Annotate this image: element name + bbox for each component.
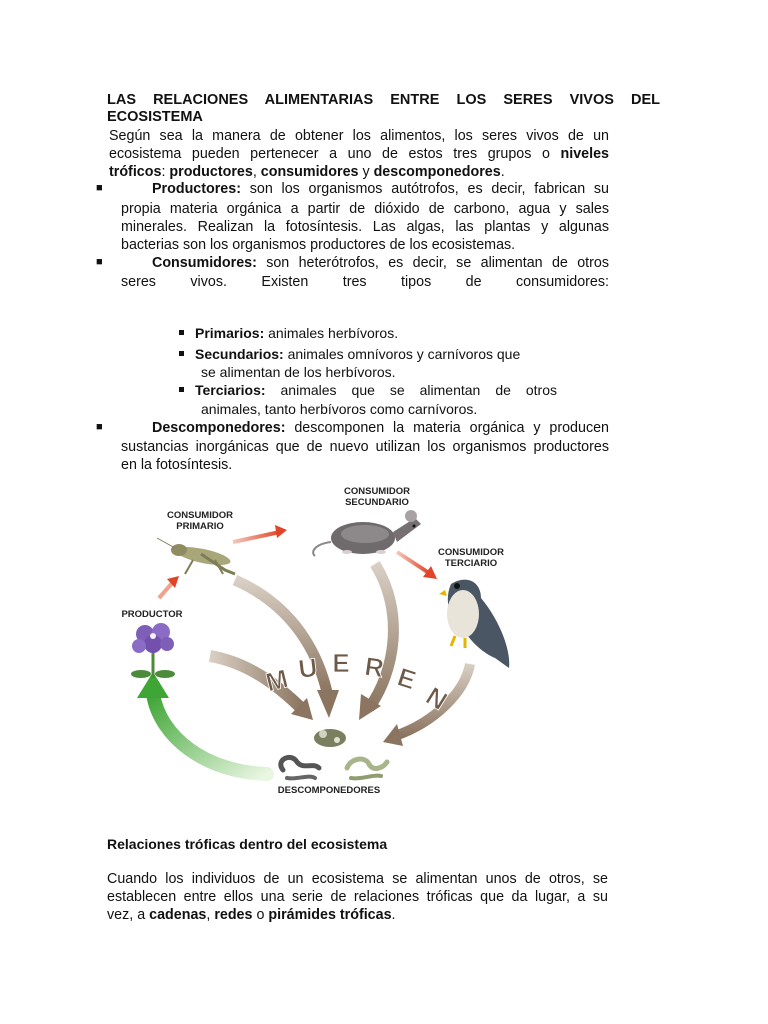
square-bullet-icon <box>179 387 184 392</box>
subtype-terciarios: Terciarios: animales que se alimentan de otros <box>179 381 557 400</box>
section2-line-2: establecen entre ellos una serie de relaciones tróficas que da lugar, a su <box>107 889 608 905</box>
section-heading: Relaciones tróficas dentro del ecosistema <box>107 836 388 852</box>
flower-icon <box>131 623 175 678</box>
descomponedores-line-2: sustancias inorgánicas que de nuevo utilizan los organismos productores <box>121 439 609 455</box>
subtype-primarios: Primarios: animales herbívoros. <box>179 324 398 343</box>
food-cycle-diagram <box>115 482 535 800</box>
subtype-terciarios-line-2: animales, tanto herbívoros como carnívoros. <box>201 401 478 417</box>
bullet-marker: ■ <box>96 421 103 433</box>
intro-line-1: Según sea la manera de obtener los alimentos, los seres vivos de un <box>109 128 609 144</box>
square-bullet-icon <box>179 330 184 335</box>
productores-line-3: minerales. Realizan la fotosíntesis. Las algas, las plantas y algunas <box>121 219 609 235</box>
consumidores-line-2: seres vivos. Existen tres tipos de consumidores: <box>121 274 609 290</box>
arrow-productor-muere <box>210 656 303 710</box>
arrow-productor-primario <box>159 582 173 598</box>
label-consumidor-primario-2: PRIMARIO <box>176 521 224 532</box>
mueren-letter: U <box>296 652 320 685</box>
arrow-descomponedores-productor <box>153 694 267 774</box>
bullet-marker: ■ <box>96 256 103 268</box>
label-descomponedores: DESCOMPONEDORES <box>277 785 381 796</box>
square-bullet-icon <box>179 351 184 356</box>
label-productor: PRODUCTOR <box>121 609 183 620</box>
page-title <box>107 92 660 126</box>
arrow-head-icon <box>275 525 287 538</box>
label-consumidor-primario: CONSUMIDOR <box>167 510 233 521</box>
intro-line-2: ecosistema pueden pertenecer a uno de estos tres grupos o niveles <box>109 146 609 162</box>
mueren-letter: E <box>332 648 350 678</box>
arrow-primario-secundario <box>233 532 280 542</box>
productores-line-1: Productores: son los organismos autótrofos, es decir, fabrican su <box>152 181 609 197</box>
productores-line-2: propia materia orgánica a partir de dióxido de carbono, agua y sales <box>121 201 609 217</box>
mueren-letter: R <box>362 650 386 684</box>
decomposers-icon <box>281 729 387 778</box>
title-line-1: LAS RELACIONES ALIMENTARIAS ENTRE LOS SERES VIVOS DEL <box>107 92 660 108</box>
arrow-secundario-muere <box>369 564 393 708</box>
falcon-icon <box>439 580 509 668</box>
grasshopper-icon <box>157 538 235 574</box>
label-consumidor-secundario: CONSUMIDOR <box>344 486 410 497</box>
label-consumidor-secundario-2: SECUNDARIO <box>345 497 409 508</box>
arrow-secundario-terciario <box>397 552 429 573</box>
subtype-secundarios-line-2: se alimentan de los herbívoros. <box>201 364 396 380</box>
mueren-letter: M <box>262 663 291 698</box>
title-line-2: ECOSISTEMA <box>107 109 203 125</box>
consumidores-line-1: Consumidores: son heterótrofos, es decir, se alimentan de otros <box>152 255 609 271</box>
bullet-marker: ■ <box>96 182 103 194</box>
subtype-secundarios: Secundarios: animales omnívoros y carnívoros que <box>179 345 520 364</box>
mueren-letter: N <box>420 680 453 717</box>
intro-line-3: tróficos: productores, consumidores y descomponedores. <box>109 164 505 180</box>
label-consumidor-terciario: CONSUMIDOR <box>438 547 504 558</box>
mueren-letter: E <box>393 661 420 696</box>
descomponedores-line-3: en la fotosíntesis. <box>121 457 233 473</box>
section2-line-1: Cuando los individuos de un ecosistema se alimentan unos de otros, se <box>107 871 608 887</box>
mouse-icon <box>313 510 421 556</box>
productores-line-4: bacterias son los organismos productores de los ecosistemas. <box>121 237 516 253</box>
label-consumidor-terciario-2: TERCIARIO <box>444 558 498 569</box>
section2-line-3: vez, a cadenas, redes o pirámides tróficas. <box>107 907 396 923</box>
descomponedores-line-1: Descomponedores: descomponen la materia orgánica y producen <box>152 420 609 436</box>
